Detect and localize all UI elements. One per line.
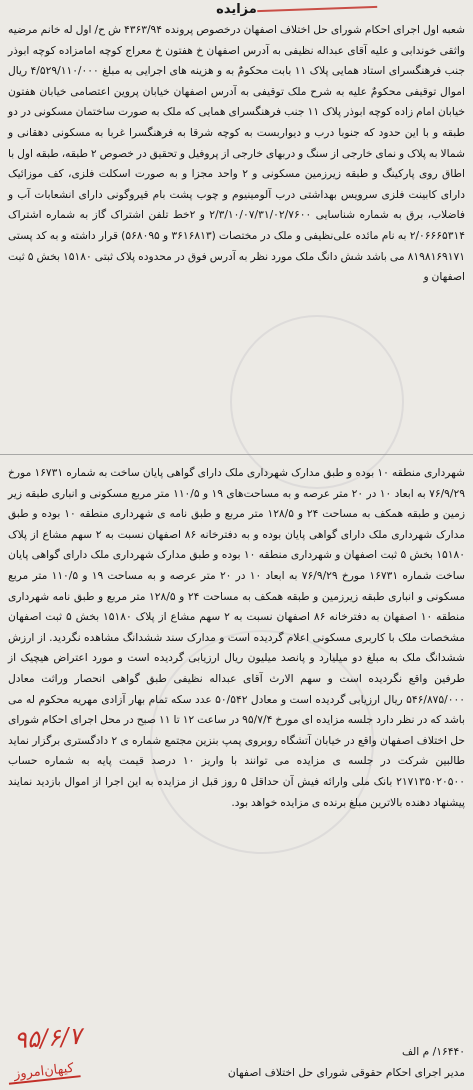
column-break-line [0,454,473,455]
handwritten-date: ۹۵/۶/۷ [13,1021,83,1055]
issuer-signature-line: مدیر اجرای احکام حقوقی شورای حل اختلاف اصفهان [227,1066,465,1079]
notice-paragraph-1: شعبه اول اجرای احکام شورای حل اختلاف اصفهان درخصوص پرونده ۴۳۶۳/۹۴ ش ح/ اول له خانم مرضیه واثقی خوندابی و علیه آقای عبداله نظیفی به آدرس اصفهان خ هفتون خ معراج کوچه امامزاده کوچه ابوذر جنب فرهنگسرای استاد همایی پلاک ۱۱ بابت محکومٌ به و هزینه های اجرایی به مبلغ ۴/۵۲۹/۱۱۰/۰۰۰ ریال اموال توقیفی محکومٌ علیه به شرح ملک توقیفی به آدرس اصفهان خیابان پروین اعتصامی خیابان هفتون خیابان امام زاده کوچه ابوذر پلاک ۱۱ جنب فرهنگسرای همایی که ملک به صورت ساختمان مسکونی در دو طبقه و با این حدود که جنوبا درب و دیواربست به کوچه شرقا به فرهنگسرا غربا به مسکونی دهقانی و شمالا به پلاک و نمای خارجی از سنگ و دربهای خارجی از پروفیل و تحقیق در خصوص ۲ طبقه، طبقه اول با اطاق روی پارکینگ و طبقه زیرزمین مسکونی و ۲ واحد مجزا و به صورت اسکلت فلزی، کف موزائیک دارای کابینت فلزی سرویس بهداشتی درب آلومینیوم و چوب پشت بام قیروگونی دارای انشعابات آب و فاضلاب، برق به شماره شناسایی ۲/۳/۱۰/۰۷/۳۱/۰۲/۷۶۰۰ و ۲خط تلفن اشتراک گاز به شماره اشتراک ۲/۰۶۶۶۵۳۱۴ به نام مائده علی‌نظیفی و ملک در مختصات (۳۶۱۶۸۱۳ و ۵۶۸۰۹۵) قرار داشته و به کد پستی ۸۱۹۸۱۶۹۱۷۱ می باشد شش دانگ ملک مورد نظر به آدرس فوق در محدوده پلاک ثبتی ۱۵۱۸۰ بخش ۵ ثبت اصفهان و [8,23,466,284]
reference-code: ۱۶۴۴۰/ م الف [401,1045,465,1058]
auction-title: مزایده [216,2,257,17]
handwritten-note: کیهان‌امروز [7,1060,80,1084]
notice-paragraph-2: شهرداری منطقه ۱۰ بوده و طبق مدارک شهرداری ملک دارای گواهی پایان ساخت به شماره ۱۶۷۳۱ مورخ ۷۶/۹/۲۹ به ابعاد ۱۰ در ۲۰ متر عرصه و به مساحت‌های ۱۹ و ۱۱۰/۵ متر مربع مسکونی و انباری طبقه زیر زمین و طبقه همکف به مساحت ۲۴ و ۱۲۸/۵ متر مربع و طبق نامه ی شهرداری منطقه ۱۰ بوده و طبق مدارک شهرداری ملک دارای گواهی پایان بوده و به دفترخانه ۸۶ اصفهان نسبت به ۲ سهم مشاع از پلاک ۱۵۱۸۰ بخش ۵ ثبت اصفهان و شهرداری منطقه ۱۰ بوده و طبق مدارک شهرداری ملک دارای گواهی پایان ساخت شماره ۱۶۷۳۱ مورخ ۷۶/۹/۲۹ به ابعاد ۱۰ در ۲۰ متر عرصه و به مساحت ۱۹ و ۱۱۰/۵ متر مربع مسکونی و انباری طبقه زیرزمین و طبقه همکف به مساحت ۲۴ و ۱۲۸/۵ متر مربع و طبق نامه شهرداری منطقه ۱۰ اصفهان به دفترخانه ۸۶ اصفهان نسبت به ۲ سهم مشاع از پلاک ۱۵۱۸۰ بخش ۵ ثبت اصفهان مشخصات ملک با کاربری مسکونی اعلام گردیده است و مدارک سند ششدانگ مشاهده نگردید. از ارزش ششدانگ ملک به مبلغ دو میلیارد و پانصد میلیون ریال ارزیابی گردیده است و مورد اعتراض هیچیک از طرفین واقع نگردیده است و سهم الارث آقای عبداله نظیفی طبق گواهی انحصار وراثت معادل ۵۴۶/۸۷۵/۰۰۰ ریال ارزیابی گردیده است و معادل ۵۰/۵۴۲ عدد سکه تمام بهار آزادی مهریه محکوم له می باشد که در نظر دارد جلسه مزایده ای مورخ ۹۵/۷/۴ در ساعت ۱۲ تا ۱۱ صبح در محل اجرای احکام شورای حل اختلاف اصفهان واقع در خیابان آتشگاه روبروی پمپ بنزین مجتمع شماره ی ۲ دادگستری برگزار نماید طالبین شرکت در جلسه ی مزایده می توانند با واریز ۱۰ درصد قیمت پایه به شماره حساب ۲۱۷۱۳۵۰۲۰۵۰۰ بانک ملی وارائه فیش آن حداقل ۵ روز قبل از مزایده به این اجرا از اموال بازدید نمایند پیشنهاد دهنده بالاترین مبلغ برنده ی مزایده خواهد بود. [8,466,466,809]
